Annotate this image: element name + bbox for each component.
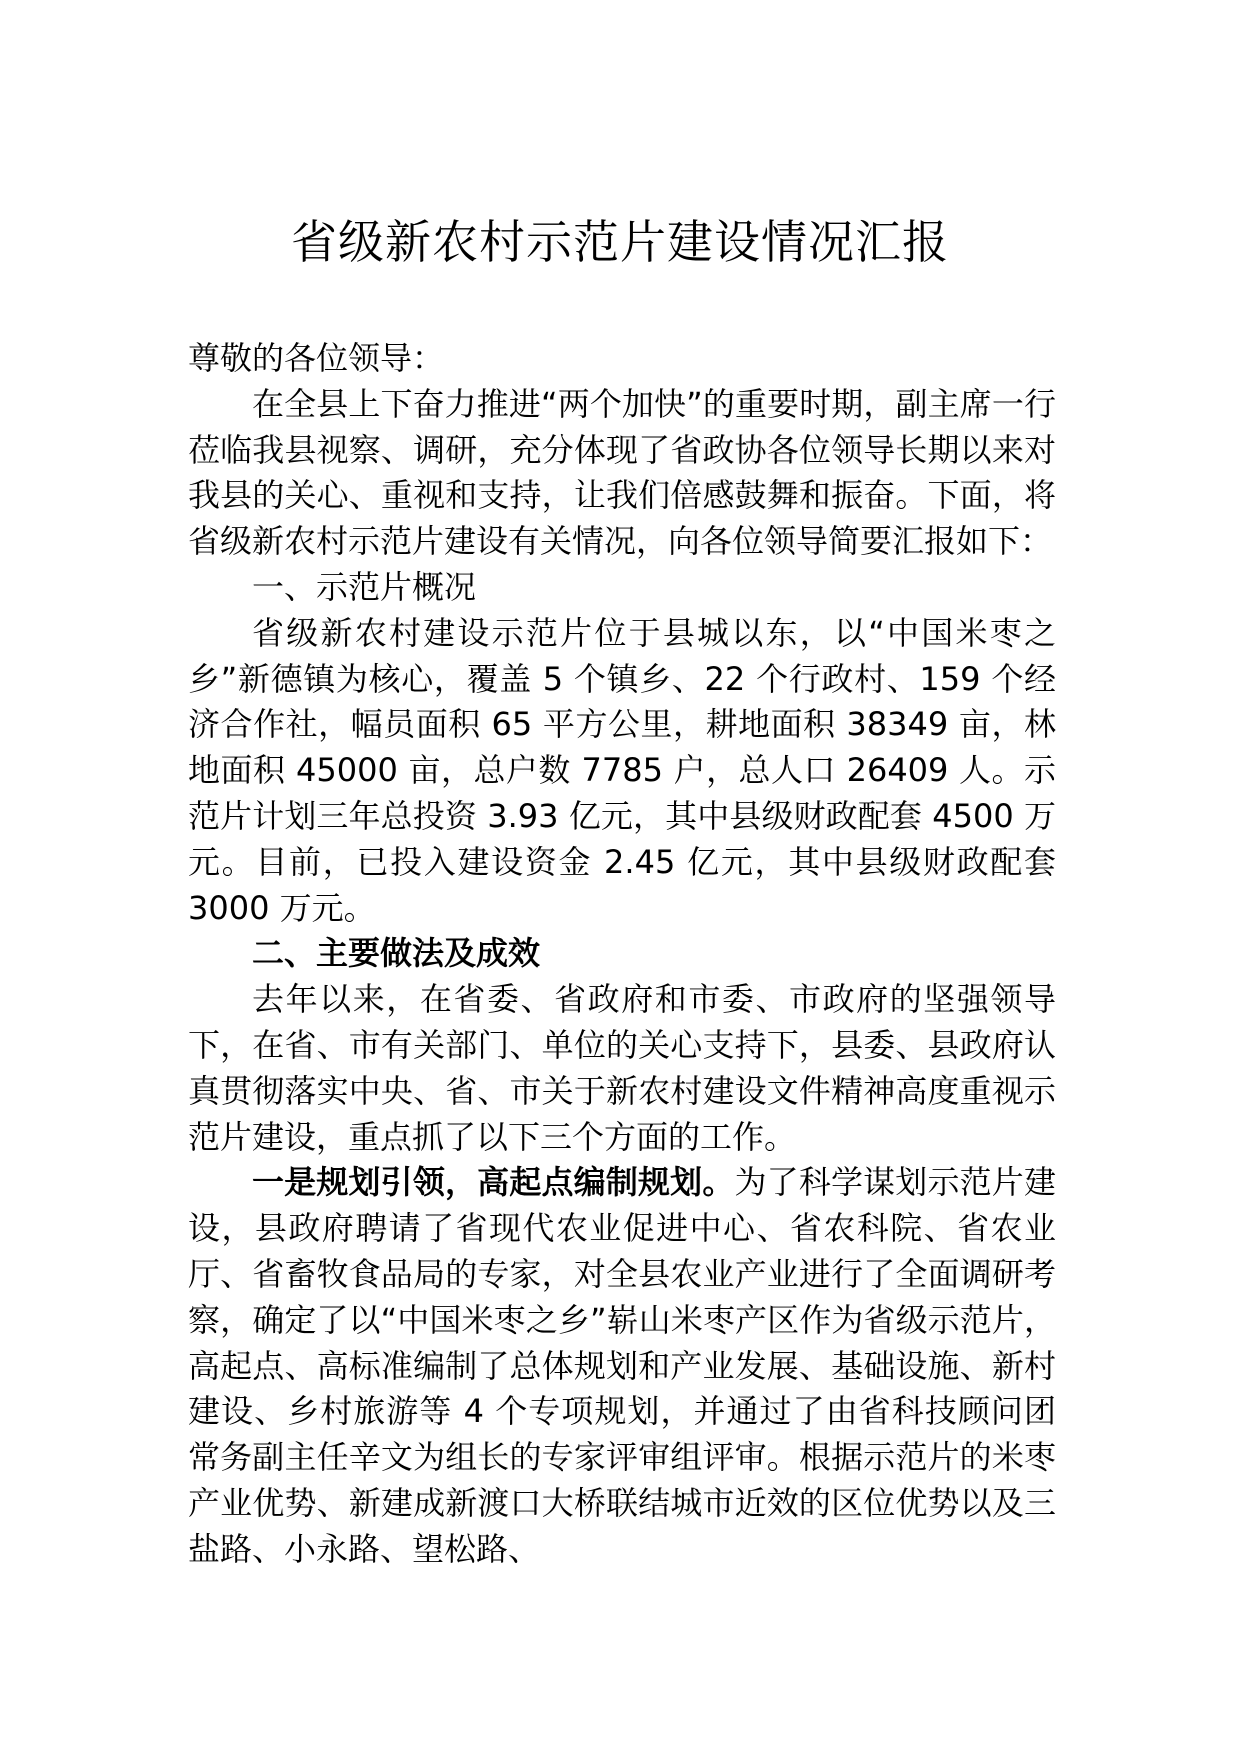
section-heading-overview: 一、示范片概况 xyxy=(252,567,477,606)
point-one-text: 为了科学谋划示范片建设，县政府聘请了省现代农业促进中心、省农科院、省农业厅、省畜牧食品局的专家，对全县农业产业进行了全面调研考察，确定了以“中国米枣之乡”崭山米枣产区作为省级示范片，高起点、高标准编制了总体规划和产业发展、基础设施、新村建设、乡村旅游等 4 个专项规划，并通过了由省科技顾问团常务副主任辛文为组长的专家评审组评审。根据示范片的米枣产业优势、新建成新渡口大桥联结城市近效的区位优势以及三盐路、小永路、望松路、 xyxy=(188,1163,1056,1568)
practices-paragraph: 去年以来，在省委、省政府和市委、市政府的坚强领导下，在省、市有关部门、单位的关心支持下，县委、县政府认真贯彻落实中央、省、市关于新农村建设文件精神高度重视示范片建设，重点抓了以下三个方面的工作。 xyxy=(188,980,1056,1156)
section-heading-practices: 二、主要做法及成效 xyxy=(252,934,541,973)
document-body xyxy=(188,336,1056,1573)
document-title: 省级新农村示范片建设情况汇报 xyxy=(291,215,949,269)
salutation: 尊敬的各位领导： xyxy=(188,339,445,377)
point-one-paragraph xyxy=(188,1160,1056,1572)
point-one-lead: 一是规划引领，高起点编制规划。 xyxy=(252,1163,735,1202)
overview-paragraph: 省级新农村建设示范片位于县城以东，以“中国米枣之乡”新德镇为核心，覆盖 5 个镇乡、22 个行政村、159 个经济合作社，幅员面积 65 平方公里，耕地面积 38349 亩，林地面积 45000 亩，总户数 7785 户，总人口 26409 人。示范片计划三年总投资 3.93 亿元，其中县级财政配套 4500 万元。目前，已投入建设资金 2.45 亿元，其中县级财政配套 3000 万元。 xyxy=(188,613,1056,927)
intro-paragraph: 在全县上下奋力推进“两个加快”的重要时期，副主席一行莅临我县视察、调研，充分体现了省政协各位领导长期以来对我县的关心、重视和支持，让我们倍感鼓舞和振奋。下面，将省级新农村示范片建设有关情况，向各位领导简要汇报如下： xyxy=(188,384,1056,561)
